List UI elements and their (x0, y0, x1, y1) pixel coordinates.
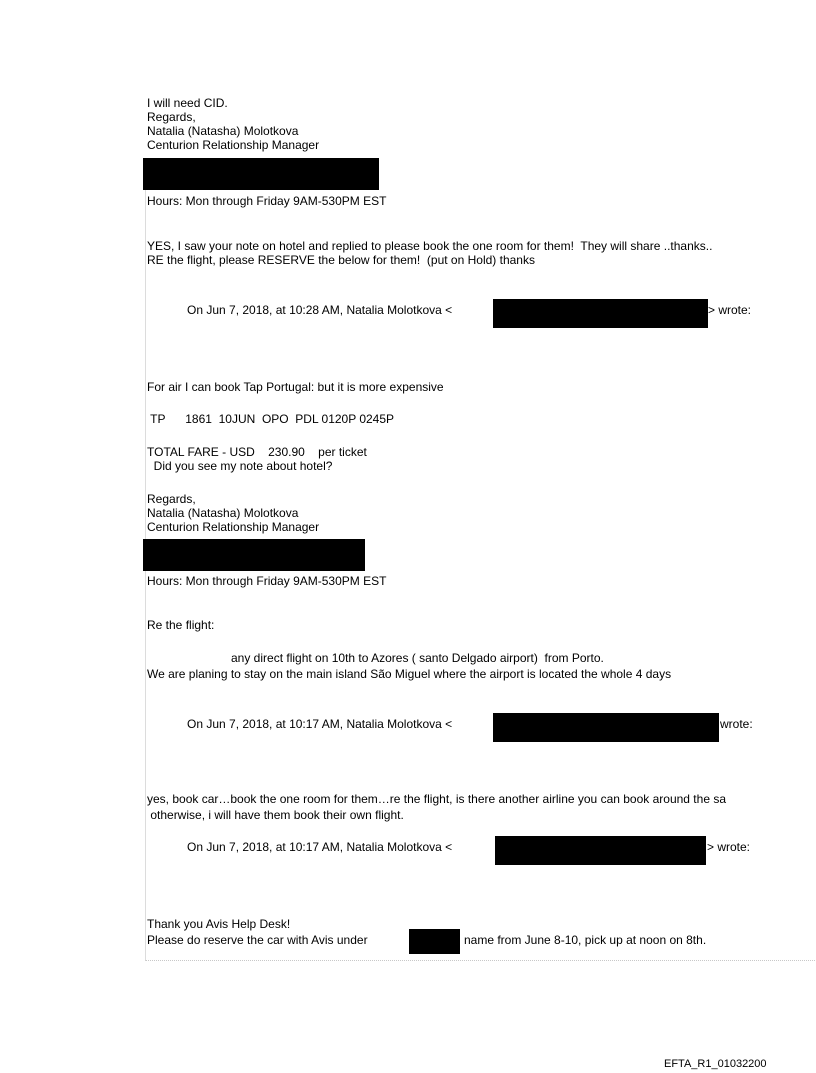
document-id: EFTA_R1_01032200 (664, 1058, 767, 1070)
flight-request-line: any direct flight on 10th to Azores ( santo Delgado airport) from Porto. (231, 651, 604, 665)
redaction-box (493, 299, 708, 328)
flight-itinerary: TP 1861 10JUN OPO PDL 0120P 0245P (147, 412, 395, 426)
re-flight-line: Re the flight: (147, 618, 215, 632)
regards-line: Regards, (147, 110, 196, 124)
quote-header-wrote: > wrote: (708, 303, 752, 317)
total-fare: TOTAL FARE - USD 230.90 per ticket (147, 445, 367, 459)
redaction-box (409, 929, 460, 954)
avis-reserve-line: Please do reserve the car with Avis under (147, 933, 368, 947)
sender-name: Natalia (Natasha) Molotkova (147, 506, 299, 520)
quote-header-wrote: wrote: (720, 717, 753, 731)
redaction-box (143, 539, 365, 571)
air-option-line: For air I can book Tap Portugal: but it is more expensive (147, 380, 444, 394)
quote-header-wrote: > wrote: (707, 840, 751, 854)
quote-header-1017: On Jun 7, 2018, at 10:17 AM, Natalia Molotkova < (187, 717, 453, 731)
redaction-box (143, 158, 379, 190)
book-car-line: yes, book car…book the one room for them…re the flight, is there another airline you can book around the sa (147, 792, 726, 806)
quote-header-1017: On Jun 7, 2018, at 10:17 AM, Natalia Molotkova < (187, 840, 453, 854)
redaction-box (495, 836, 706, 865)
hotel-question: Did you see my note about hotel? (147, 459, 333, 473)
avis-thanks-line: Thank you Avis Help Desk! (147, 917, 291, 931)
own-flight-line: otherwise, i will have them book their own flight. (147, 808, 404, 822)
cid-request-line: I will need CID. (147, 96, 228, 110)
quote-header-1028: On Jun 7, 2018, at 10:28 AM, Natalia Molotkova < (187, 303, 453, 317)
stay-plan-line: We are planing to stay on the main island São Miguel where the airport is located the whole 4 days (147, 667, 672, 681)
sender-title: Centurion Relationship Manager (147, 520, 320, 534)
reply-hotel-line: YES, I saw your note on hotel and replied to please book the one room for them! They will share ..thanks.. (147, 239, 713, 253)
sender-title: Centurion Relationship Manager (147, 138, 320, 152)
office-hours: Hours: Mon through Friday 9AM-530PM EST (147, 574, 387, 588)
regards-line: Regards, (147, 492, 196, 506)
avis-reserve-dates: name from June 8-10, pick up at noon on 8th. (464, 933, 707, 947)
sender-name: Natalia (Natasha) Molotkova (147, 124, 299, 138)
office-hours: Hours: Mon through Friday 9AM-530PM EST (147, 194, 387, 208)
redaction-box (493, 713, 719, 742)
reply-flight-line: RE the flight, please RESERVE the below for them! (put on Hold) thanks (147, 253, 535, 267)
